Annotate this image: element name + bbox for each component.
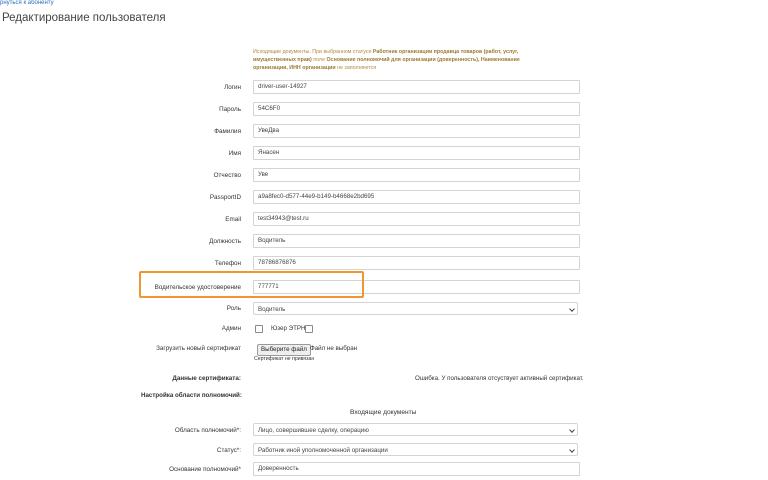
- email-label: Email: [225, 216, 241, 223]
- role-label: Роль: [226, 305, 241, 312]
- status-select[interactable]: [253, 443, 578, 456]
- status-notice: [253, 48, 553, 73]
- cert-note-text: Сертификат не привязан: [254, 356, 315, 362]
- admin-checkbox[interactable]: [255, 325, 263, 333]
- license-input[interactable]: 777771: [253, 280, 580, 294]
- chevron-down-icon: [569, 306, 575, 312]
- password-label: Пароль: [219, 106, 241, 113]
- scope-label: Область полномочий*:: [174, 427, 241, 434]
- notice-text-3: не заполняются: [335, 65, 377, 72]
- basis-input[interactable]: Доверенность: [253, 462, 580, 476]
- cert-upload-label: Загрузить новый сертификат: [156, 345, 241, 352]
- passport-input[interactable]: a9a8fec0-d577-44e9-b149-b4668e2bd695: [253, 190, 580, 204]
- role-select[interactable]: [253, 302, 578, 315]
- role-select-value: Водитель: [258, 306, 286, 313]
- passport-label: PassportID: [209, 194, 241, 201]
- back-to-subscriber-link[interactable]: рнуться к абоненту: [0, 0, 54, 6]
- lastname-input[interactable]: УвеДва: [253, 124, 580, 138]
- choose-file-button[interactable]: Выберите файл: [257, 344, 311, 356]
- scope-select[interactable]: [253, 423, 578, 436]
- patronymic-input[interactable]: Уве: [253, 168, 580, 182]
- incoming-docs-header: Входящие документы: [350, 409, 417, 416]
- position-input[interactable]: Водитель: [253, 234, 580, 248]
- cert-error-message: Ошибка. У пользователя отсуствует активный сертификат.: [415, 375, 584, 382]
- position-label: Должность: [209, 238, 241, 245]
- license-label: Водительское удостоверение: [154, 284, 241, 291]
- firstname-label: Имя: [228, 150, 241, 157]
- notice-bold-1: Работник организации продавца товаров (работ, услуг, имущественных прав): [253, 49, 519, 64]
- notice-bold-2: Основание полномочий для организации (доверенность), Наименование организации, ИНН организации: [253, 57, 520, 72]
- etrn-user-checkbox[interactable]: [305, 325, 313, 333]
- basis-label: Основание полномочий*: [169, 466, 241, 473]
- scope-settings-header: Настройка области полномочий:: [141, 392, 242, 399]
- cert-data-label: Данные сертификата:: [172, 375, 241, 382]
- password-input[interactable]: 54C6F0: [253, 102, 580, 116]
- admin-label: Админ: [221, 325, 241, 332]
- login-input[interactable]: driver-user-14927: [253, 80, 580, 94]
- firstname-input[interactable]: Янасен: [253, 146, 580, 160]
- notice-text-2: поле: [311, 57, 327, 64]
- scope-select-value: Лицо, совершившее сделку, операцию: [258, 427, 369, 434]
- login-label: Логин: [224, 84, 241, 91]
- notice-text-1: Исходящие документы. При выбранном статусе: [253, 49, 373, 55]
- file-status-text: Файл не выбран: [310, 345, 358, 352]
- chevron-down-icon: [569, 427, 575, 433]
- patronymic-label: Отчество: [213, 172, 241, 179]
- phone-label: Телефон: [214, 260, 241, 267]
- chevron-down-icon: [569, 447, 575, 453]
- phone-input[interactable]: 78786876876: [253, 256, 580, 270]
- license-highlight-box: [139, 271, 364, 298]
- status-select-value: Работник иной уполномоченной организации: [258, 447, 388, 454]
- lastname-label: Фамилия: [214, 128, 241, 135]
- page-title: Редактирование пользователя: [2, 12, 166, 24]
- etrn-user-label: Юзер ЭТРН: [271, 325, 306, 332]
- email-input[interactable]: test34943@test.ru: [253, 212, 580, 226]
- status-label: Статус*:: [216, 447, 241, 454]
